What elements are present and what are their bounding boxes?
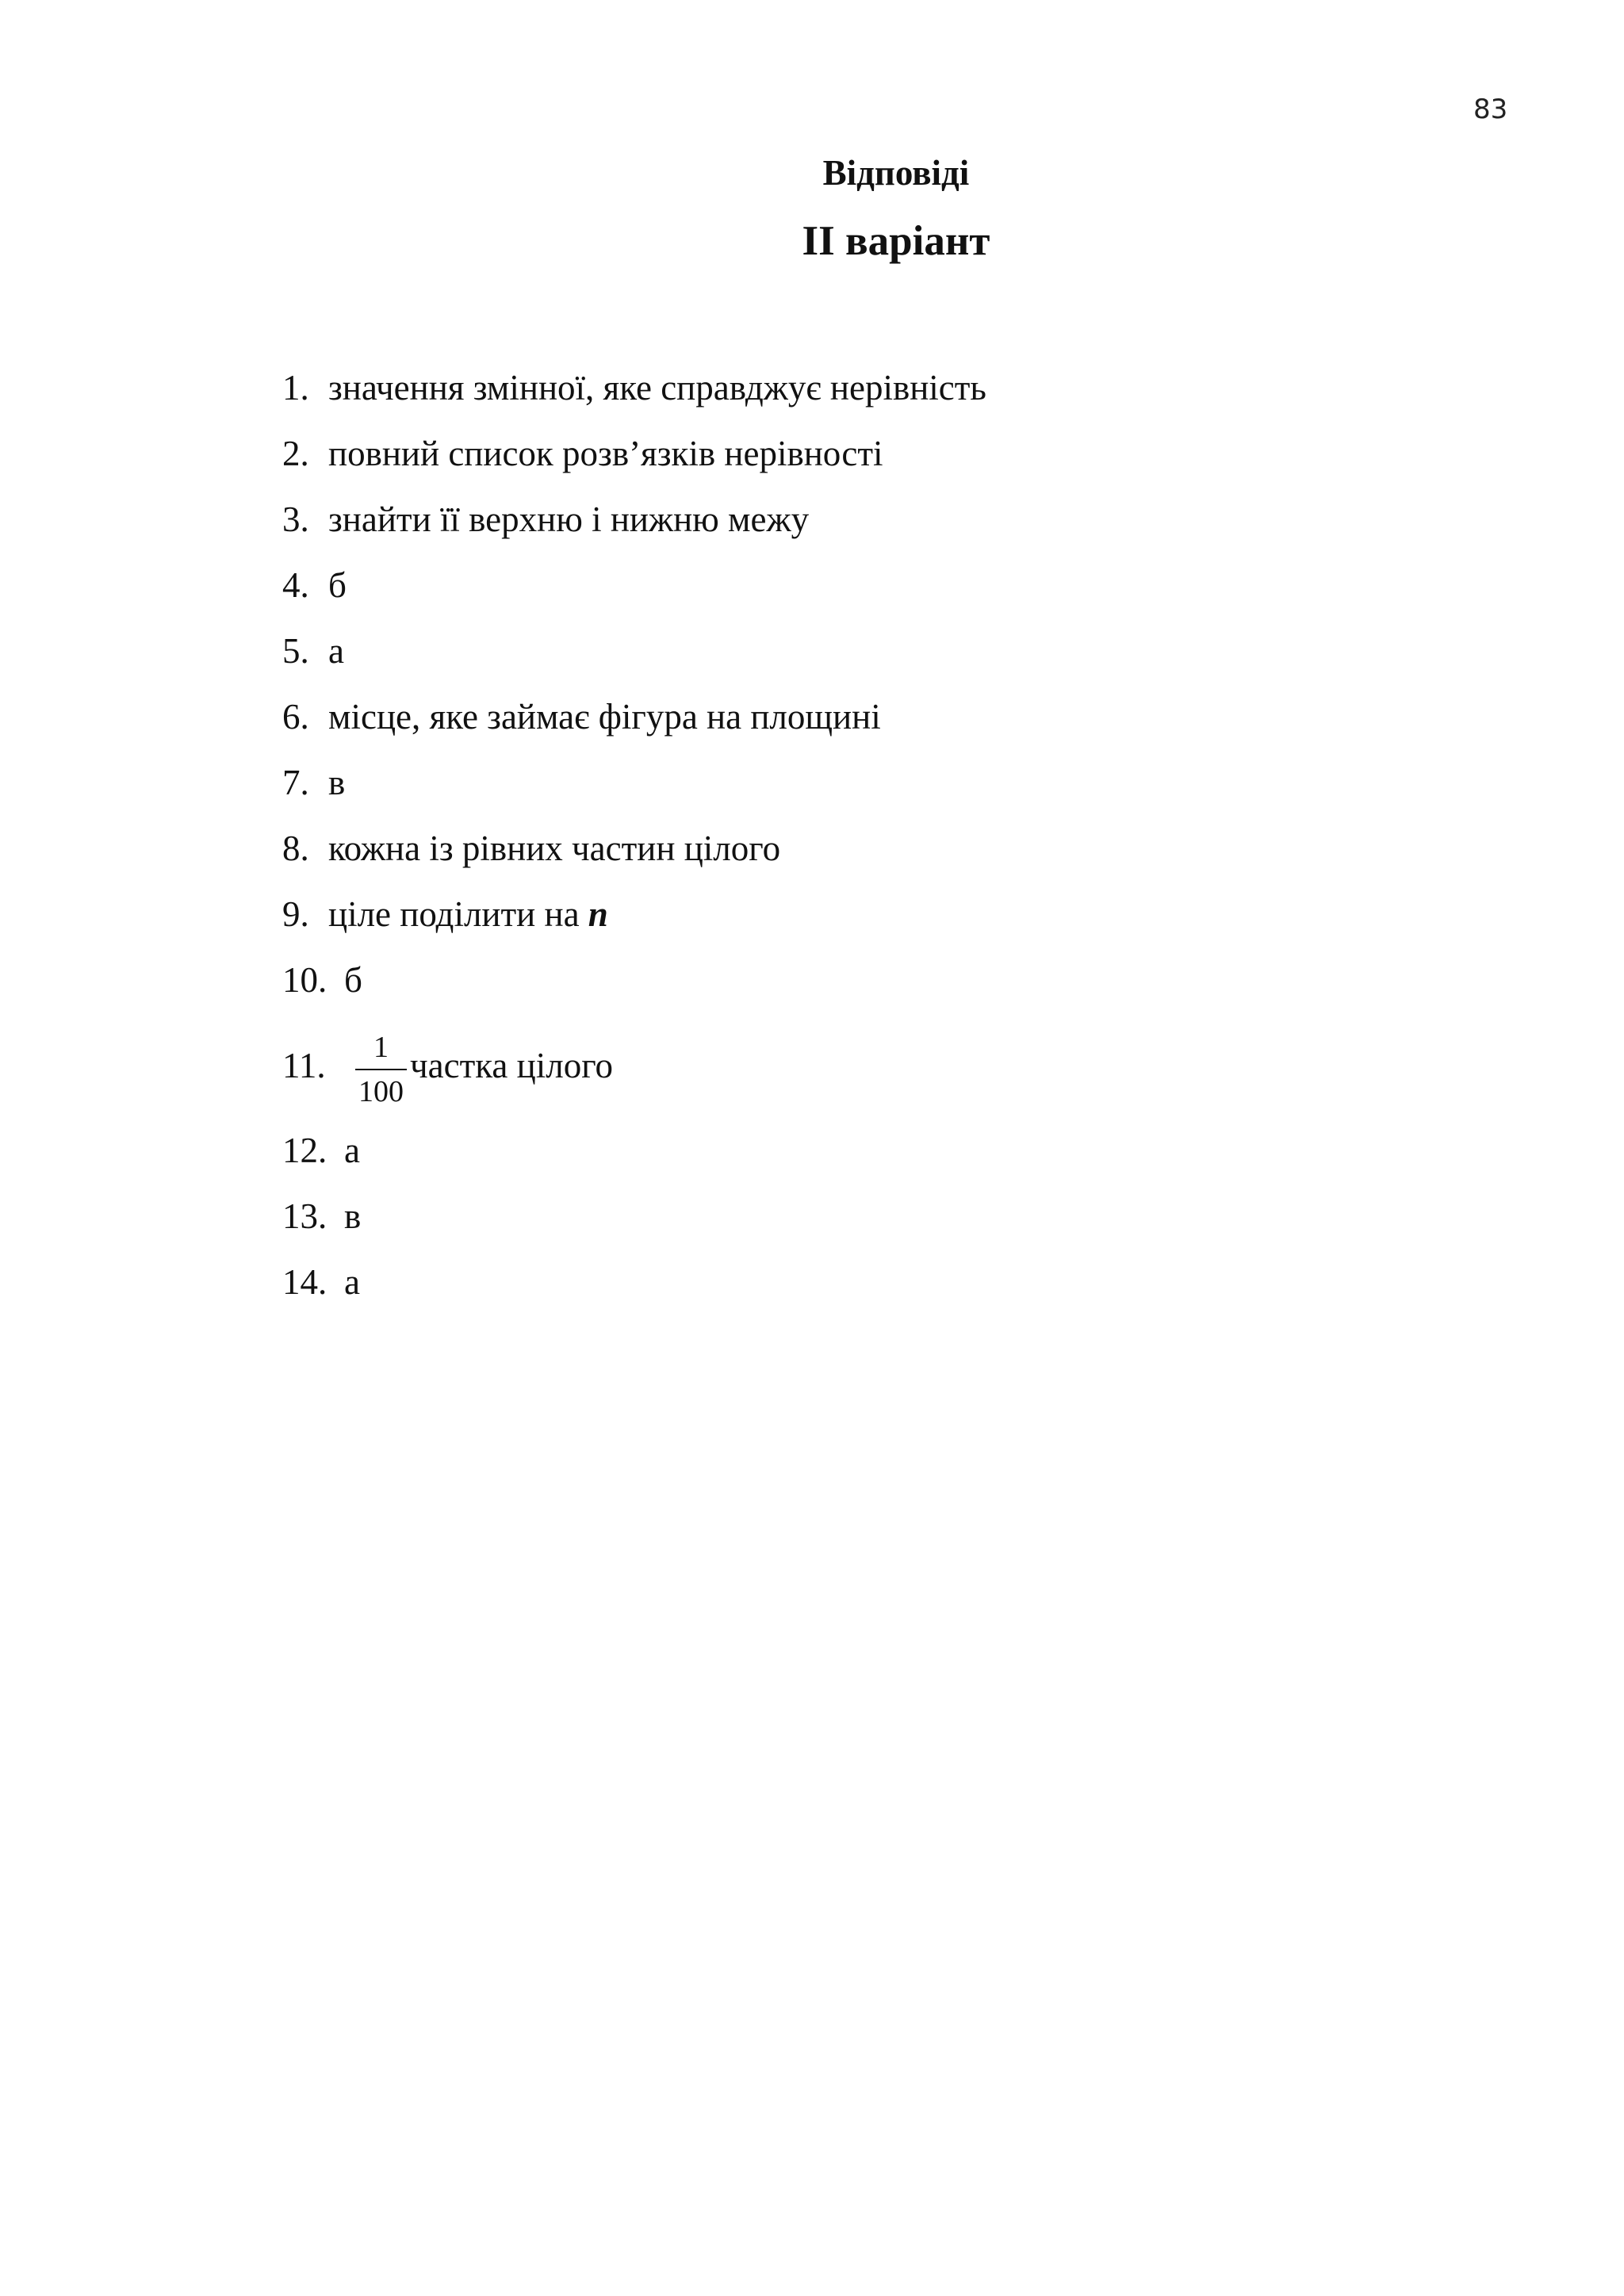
answer-text: а [344,1262,360,1302]
answer-number: 3. [282,499,309,539]
answer-text: кожна із рівних частин цілого [328,828,781,868]
answer-item [282,816,986,882]
answer-list [282,355,986,1315]
answer-item [282,750,986,816]
answer-number: 5. [282,631,309,671]
answer-text: місце, яке займає фігура на площині [328,697,881,737]
answer-item [282,1249,986,1315]
answer-item [282,618,986,684]
answer-number: 13. [282,1196,327,1236]
answer-number: 9. [282,894,309,934]
answer-text: а [344,1131,360,1170]
answer-text: б [328,565,347,605]
answer-item [282,487,986,553]
answer-item [282,1013,986,1118]
fraction [355,1032,407,1107]
answer-text: в [328,763,346,802]
answer-item [282,1184,986,1249]
answer-item [282,421,986,487]
page-number: 83 [1473,94,1508,125]
answer-text: повний список розв’язків нерівності [328,434,883,473]
answer-text: ціле поділити на [328,894,580,934]
answer-number: 11. [282,1046,326,1085]
fraction-numerator: 1 [355,1032,407,1070]
answer-text: значення змінної, яке справджує нерівність [328,368,986,408]
page-title: Відповіді [822,153,970,193]
answer-item [282,553,986,618]
answer-item [282,882,986,947]
answer-number: 10. [282,960,327,1000]
answer-number: 8. [282,828,309,868]
variant-title: ІІ варіант [802,218,990,264]
answer-item [282,355,986,421]
answer-text: знайти її верхню і нижню межу [328,499,810,539]
answer-number: 14. [282,1262,327,1302]
answer-number: 7. [282,763,309,802]
answer-text: а [328,631,344,671]
variable-n: n [588,894,608,934]
answer-text: в [344,1196,362,1236]
answer-number: 12. [282,1131,327,1170]
answer-text: частка цілого [410,1046,614,1085]
answer-item [282,684,986,750]
answer-number: 6. [282,697,309,737]
answer-number: 2. [282,434,309,473]
fraction-denominator: 100 [358,1074,404,1108]
answer-item [282,947,986,1013]
answer-number: 4. [282,565,309,605]
answer-item [282,1118,986,1184]
answer-number: 1. [282,368,309,408]
answer-text: б [344,960,362,1000]
